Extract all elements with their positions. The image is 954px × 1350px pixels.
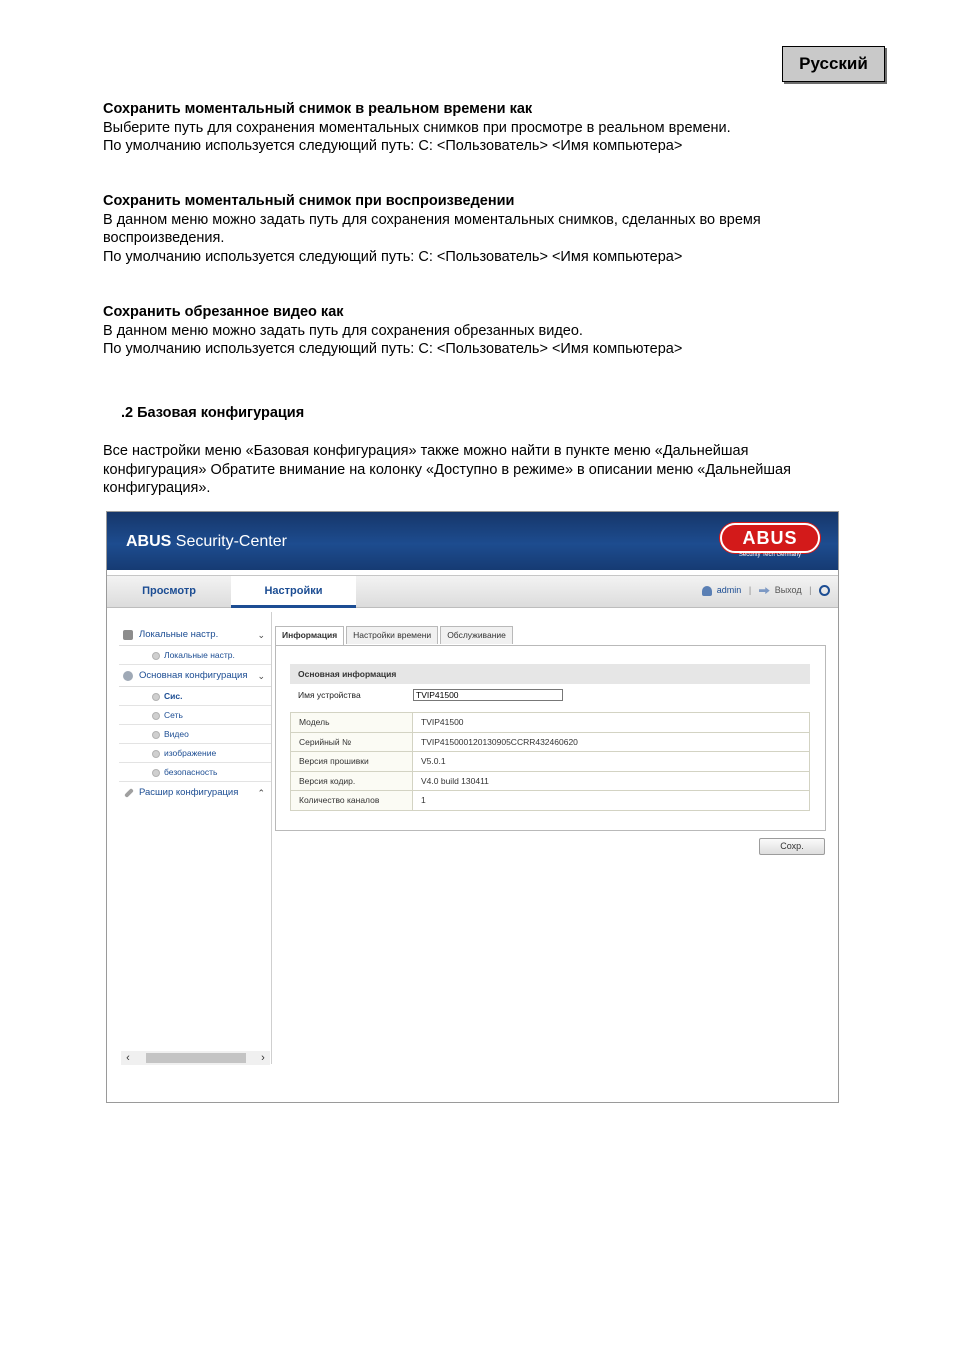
sidebar-group-basic[interactable]: Основная конфигурация ⌄ [119,665,271,687]
section-line: В данном меню можно задать путь для сохранения обрезанных видео. [103,322,583,339]
sidebar-group-local[interactable]: Локальные настр. ⌄ [119,624,271,646]
section-line: конфигурация». [103,480,211,496]
section-heading: Сохранить моментальный снимок при воспроизведении [103,193,515,209]
security-center-screenshot [106,511,839,1103]
section-heading: Сохранить обрезанное видео как [103,304,344,320]
save-button[interactable]: Сохр. [759,838,825,855]
language-badge: Русский [782,46,885,82]
logout-icon [759,587,770,594]
sidebar-item-network[interactable]: Сеть [119,706,271,725]
table-row: Серийный № TVIP415000120130905CCRR432460620 [291,732,810,752]
chevron-down-icon: ⌄ [257,671,265,681]
scroll-right-icon[interactable]: › [261,1052,265,1064]
app-banner [107,512,838,570]
user-area [697,585,830,596]
device-name-label: Имя устройства [298,690,361,700]
table-row: Количество каналов 1 [291,791,810,811]
sidebar-item-system[interactable]: Сис. [119,687,271,706]
section-line: По умолчанию используется следующий путь: C: <Пользователь> <Имя компьютера> [103,341,683,357]
gear-icon [123,671,133,681]
scroll-thumb[interactable] [146,1053,246,1063]
wrench-icon [124,788,134,798]
section-line: В данном меню можно задать путь для сохранения моментальных снимков, сделанных во время [103,211,761,228]
basic-info-header: Основная информация [290,664,810,684]
tab-view[interactable]: Просмотр [142,585,196,597]
sidebar-item-local[interactable]: Локальные настр. [119,646,271,665]
device-name-input[interactable] [413,689,563,701]
user-name[interactable]: admin [716,585,742,595]
settings-sidebar [119,624,271,804]
section-line: Все настройки меню «Базовая конфигурация» также можно найти в пункте меню «Дальнейшая [103,443,749,459]
section-line: По умолчанию используется следующий путь: C: <Пользователь> <Имя компьютера> [103,138,683,154]
tab-information[interactable]: Информация [275,626,344,645]
section-line: По умолчанию используется следующий путь: C: <Пользователь> <Имя компьютера> [103,248,683,265]
top-nav [107,575,838,608]
nav-separator: | [809,585,812,595]
user-icon [702,586,712,596]
abus-logo-tagline: Security Tech Germany [738,552,802,558]
section-basic-config-title: .2 Базовая конфигурация [121,405,305,421]
sidebar-scrollbar[interactable] [121,1051,270,1065]
section-heading: Сохранить моментальный снимок в реальном времени как [103,101,533,117]
section-line: Выберите путь для сохранения моментальных снимков при просмотре в реальном времени. [103,119,731,136]
tab-settings[interactable]: Настройки [231,576,356,608]
section-clipped-video [103,303,883,359]
section-line: конфигурация» Обратите внимание на колонку «Доступно в режиме» в описании меню «Дальнейшая [103,461,791,478]
monitor-icon [123,630,133,640]
sidebar-item-image[interactable]: изображение [119,744,271,763]
tab-maintenance[interactable]: Обслуживание [440,626,513,644]
app-title: ABUS Security-Center [126,533,287,550]
tab-time-settings[interactable]: Настройки времени [346,626,438,644]
nav-separator: | [748,585,752,595]
logout-link[interactable]: Выход [774,585,802,595]
section-playback-snapshot [103,192,883,266]
table-row: Версия кодир. V4.0 build 130411 [291,771,810,791]
sidebar-divider [271,612,272,1064]
section-line: воспроизведения. [103,230,225,246]
sidebar-item-video[interactable]: Видео [119,725,271,744]
abus-logo: ABUS [720,523,820,553]
device-name-row [290,687,810,705]
chevron-up-icon: ⌃ [257,788,265,798]
scroll-left-icon[interactable]: ‹ [126,1052,130,1064]
sidebar-group-advanced[interactable]: Расшир конфигурация ⌃ [119,782,271,804]
table-row: Модель TVIP41500 [291,713,810,733]
device-info-table [290,712,810,811]
globe-icon[interactable] [819,585,830,596]
section-basic-config-body [103,442,883,498]
settings-subtabs [275,626,515,644]
sidebar-item-security[interactable]: безопасность [119,763,271,782]
section-live-snapshot [103,100,883,156]
table-row: Версия прошивки V5.0.1 [291,752,810,772]
chevron-down-icon: ⌄ [257,630,265,640]
